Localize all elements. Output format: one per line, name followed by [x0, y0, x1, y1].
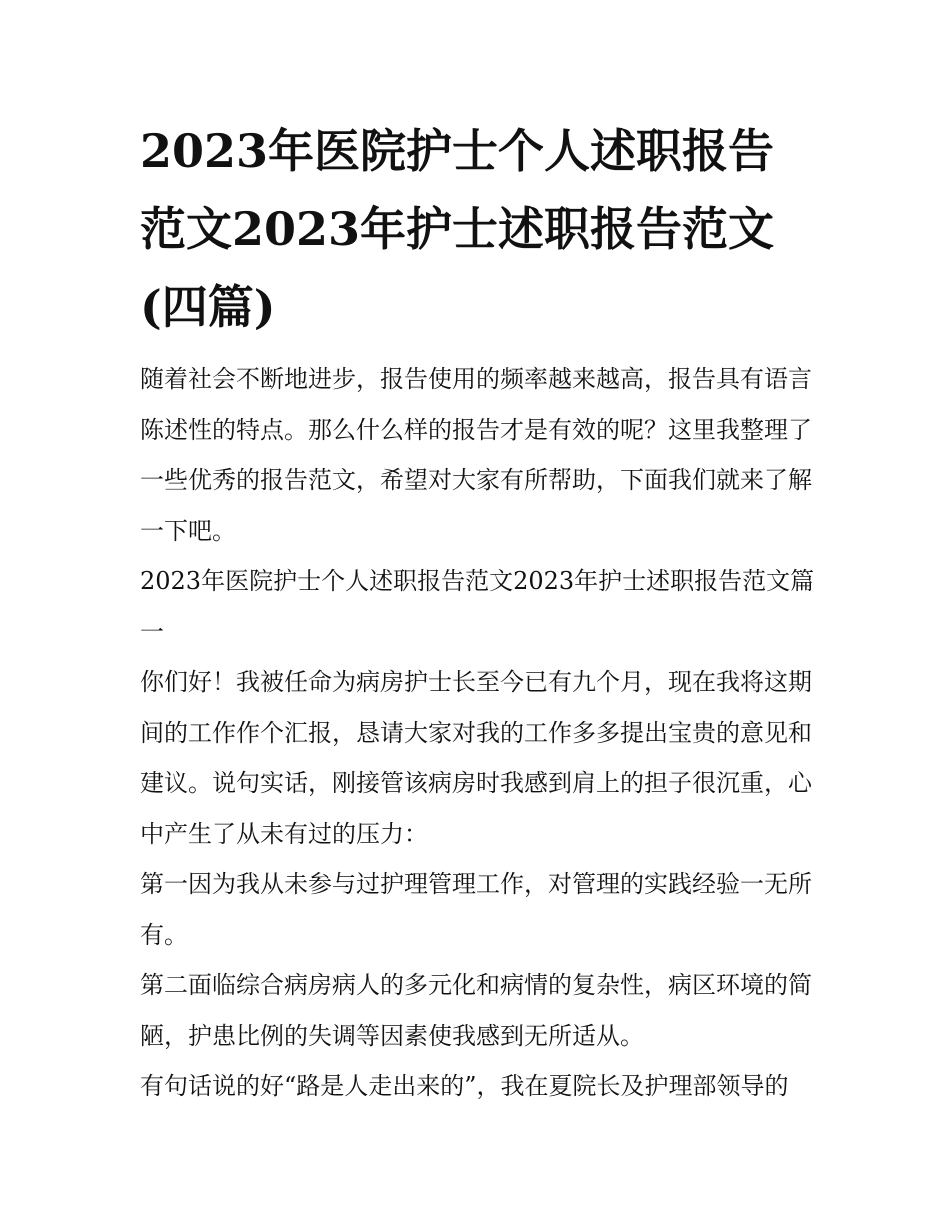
- paragraph-section-heading: 2023年医院护士个人述职报告范文2023年护士述职报告范文篇一: [140, 567, 815, 646]
- paragraph-first-point: 第一因为我从未参与过护理管理工作，对管理的实践经验一无所有。: [140, 870, 812, 949]
- paragraph-intro: 随着社会不断地进步，报告使用的频率越来越高，报告具有语言陈述性的特点。那么什么样的报告才是有效的呢？这里我整理了一些优秀的报告范文，希望对大家有所帮助，下面我们就来了解一下吧。: [140, 365, 812, 545]
- document-title: 2023年医院护士个人述职报告范文2023年护士述职报告范文(四篇): [140, 124, 775, 334]
- document-body: [140, 354, 820, 1112]
- paragraph-second-point: 第二面临综合病房病人的多元化和病情的复杂性，病区环境的简陋，护患比例的失调等因素使我感到无所适从。: [140, 971, 812, 1050]
- paragraph-greeting: 你们好！我被任命为病房护士长至今已有九个月，现在我将这期间的工作作个汇报，恳请大家对我的工作多多提出宝贵的意见和建议。说句实话，刚接管该病房时我感到肩上的担子很沉重，心中产生了从未有过的压力：: [140, 668, 812, 848]
- paragraph-continuation: 有句话说的好“路是人走出来的”，我在夏院长及护理部领导的: [140, 1072, 789, 1100]
